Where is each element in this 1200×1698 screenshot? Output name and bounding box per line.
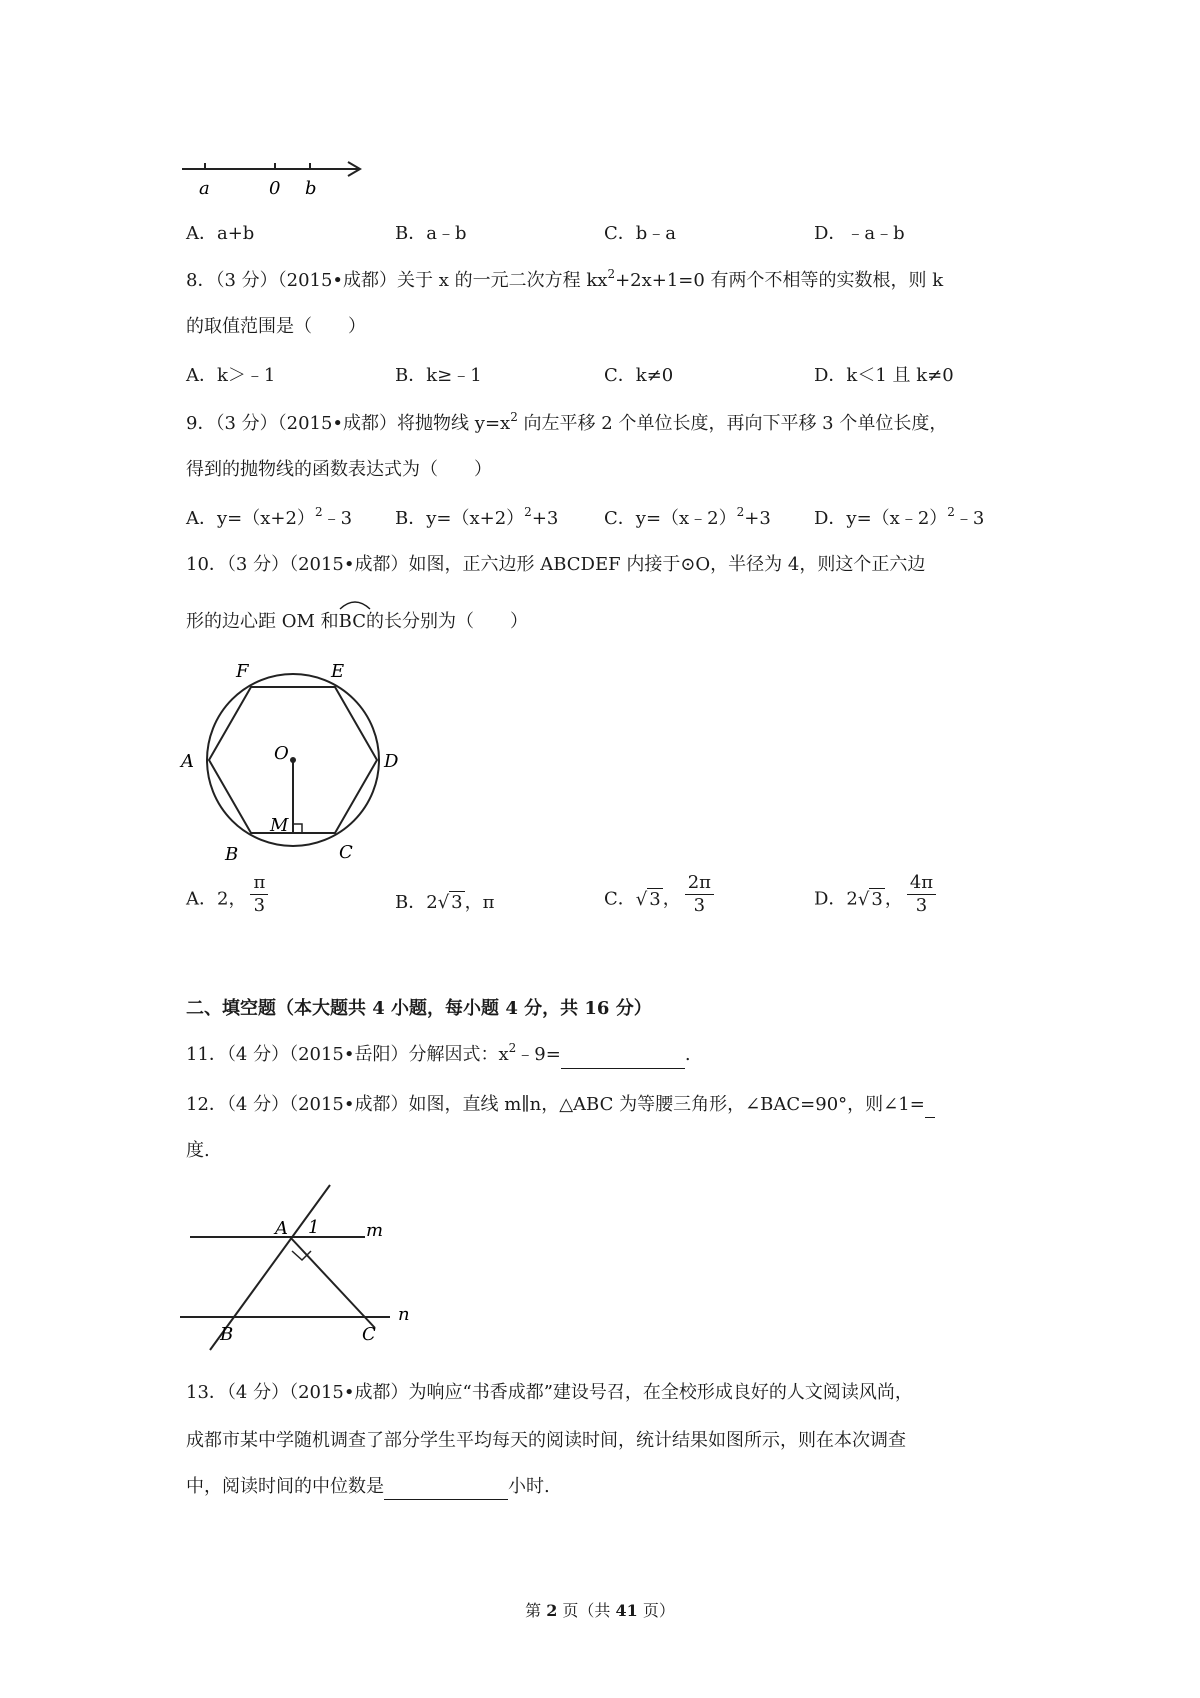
q8-option-c: C．k≠0: [604, 365, 674, 386]
q9-option-c: C．y=（x﹣2）$^2$+3: [604, 505, 771, 529]
arc-bc: BC: [339, 609, 366, 635]
q9-option-d: D．y=（x﹣2）$^2$﹣3: [814, 505, 985, 529]
number-line-figure: [180, 150, 380, 200]
q8-option-b: B．k≥﹣1: [395, 365, 482, 386]
hex-label-e: E: [331, 661, 345, 682]
q11-stem: 11．（4 分）（2015•岳阳）分解因式：$x^2﹣9=$ .: [186, 1042, 691, 1069]
q9-option-a: A．$y=(x+2)^2﹣3$: [186, 505, 353, 529]
q13-answer-blank: [384, 1481, 508, 1500]
q10-option-b: B．2√ 3 ，π: [395, 892, 495, 913]
q8-stem-line1: 8．（3 分）（2015•成都）关于 x 的一元二次方程 $kx^2+2x+1=0$ 有两个不相等的实数根，则 k: [186, 267, 944, 291]
q9-option-b: B．$y=(x+2)^2+3$: [395, 505, 559, 529]
q8-option-a: A．k＞﹣1: [186, 365, 276, 386]
q10-option-d: D．2√ 3 ， $\frac{4\pi}{3}$: [814, 882, 936, 917]
q10-stem-line2: 形的边心距 OM 和 BC的长分别为（ ）: [186, 609, 528, 635]
q12-stem-line1: 12．（4 分）（2015•成都）如图，直线 m∥n，△ABC 为等腰三角形，∠BAC=90°，则∠1=: [186, 1092, 935, 1118]
hex-label-m: M: [270, 815, 289, 836]
q10-option-a: A．2， $\frac{\pi}{3}$: [186, 882, 268, 917]
hex-label-o: O: [274, 743, 289, 764]
q11-answer-blank: [561, 1050, 685, 1069]
q12-stem-line2: 度.: [186, 1140, 210, 1161]
par-label-c: C: [362, 1324, 376, 1345]
q8-option-d: D．k＜1 且 k≠0: [814, 365, 954, 386]
q7-option-a: A．a+b: [186, 223, 255, 244]
par-label-a: A: [275, 1218, 288, 1239]
q9-stem-line2: 得到的抛物线的函数表达式为（ ）: [186, 459, 492, 480]
hex-label-d: D: [384, 751, 399, 772]
q10-option-c: C．√ 3 ， $\frac{2\pi}{3}$: [604, 882, 714, 917]
numline-label-b: b: [305, 178, 317, 199]
q7-option-b: B．a﹣b: [395, 223, 467, 244]
hex-label-c: C: [339, 842, 353, 863]
q12-answer-blank: [925, 1099, 935, 1118]
q7-option-c: C．b﹣a: [604, 223, 677, 244]
parallel-lines-figure: [180, 1180, 420, 1360]
hex-label-f: F: [236, 661, 249, 682]
numline-label-a: a: [199, 178, 210, 199]
page-footer: 第 2 页（共 41 页）: [525, 1601, 675, 1620]
q10-stem-line1: 10．（3 分）（2015•成都）如图，正六边形 ABCDEF 内接于⊙O，半径为 4，则这个正六边: [186, 554, 926, 575]
hex-label-a: A: [181, 751, 194, 772]
q8-stem-line2: 的取值范围是（ ）: [186, 316, 366, 337]
hexagon-circle-figure: [176, 655, 416, 875]
q13-stem-line3: 中，阅读时间的中位数是 小时.: [186, 1474, 550, 1500]
q9-stem-line1: 9．（3 分）（2015•成都）将抛物线 $y=x^2$ 向左平移 2 个单位长度，再向下平移 3 个单位长度，: [186, 410, 948, 434]
q13-stem-line2: 成都市某中学随机调查了部分学生平均每天的阅读时间，统计结果如图所示，则在本次调查: [186, 1430, 906, 1451]
q7-option-d: D．﹣a﹣b: [814, 223, 905, 244]
par-label-m: m: [366, 1220, 384, 1241]
section-2-title: 二、填空题（本大题共 4 小题，每小题 4 分，共 16 分）: [186, 998, 652, 1019]
q13-stem-line1: 13．（4 分）（2015•成都）为响应“书香成都”建设号召，在全校形成良好的人文阅读风尚，: [186, 1382, 913, 1403]
par-label-one: 1: [308, 1217, 320, 1238]
par-label-n: n: [398, 1304, 410, 1325]
numline-label-zero: 0: [269, 178, 281, 199]
par-label-b: B: [220, 1324, 234, 1345]
hex-label-b: B: [225, 844, 239, 865]
